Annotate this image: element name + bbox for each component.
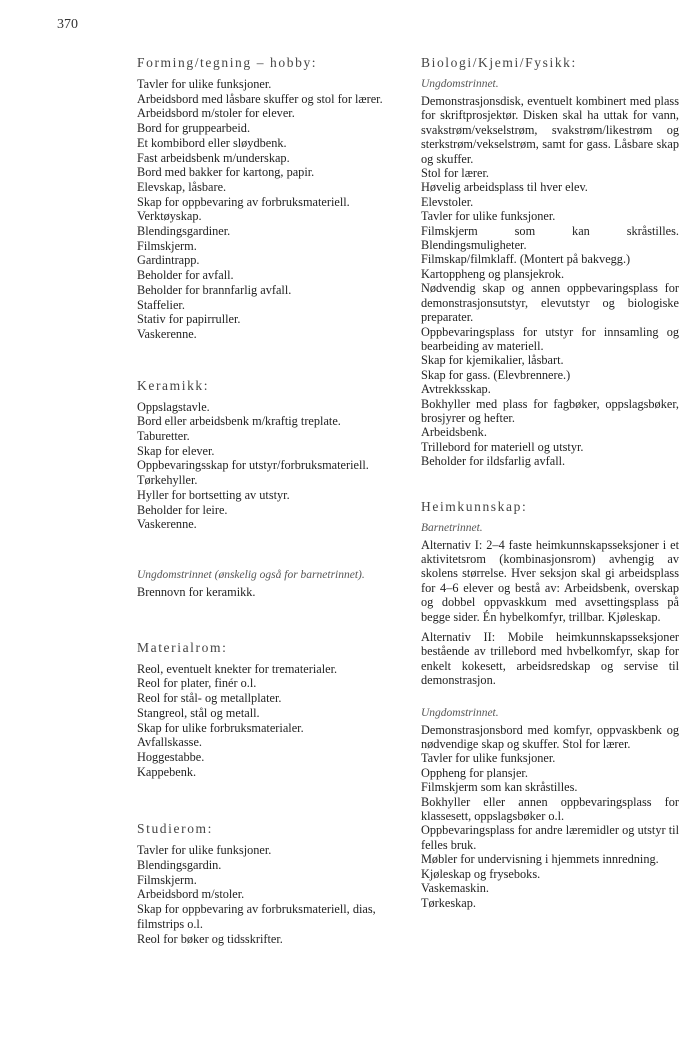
list-item: Avtrekksskap. bbox=[421, 382, 491, 397]
section-studierom bbox=[137, 821, 399, 946]
list-item: Filmskjerm. bbox=[137, 872, 197, 887]
section-keramikk bbox=[137, 378, 399, 600]
list-item: Filmskjerm som kan skråstilles. bbox=[421, 780, 578, 795]
section-materialrom bbox=[137, 640, 399, 780]
list-item: Arbeidsbord m/stoler. bbox=[137, 887, 245, 902]
list-item: Reol, eventuelt knekter for trematerialer. bbox=[137, 661, 338, 676]
list-item: Stativ for papirruller. bbox=[137, 312, 241, 327]
list-item: Bokhyller eller annen oppbevaringsplass for klassesett, oppslagsbøker o.l. bbox=[421, 794, 679, 824]
list-item: Høvelig arbeidsplass til hver elev. bbox=[421, 180, 588, 195]
list-item: Beholder for leire. bbox=[137, 502, 228, 517]
section-heading: Heimkunnskap: bbox=[421, 498, 528, 514]
list-item: Vaskerenne. bbox=[137, 517, 197, 532]
list-item: Beholder for ildsfarlig avfall. bbox=[421, 454, 566, 469]
list-item: Trillebord for materiell og utstyr. bbox=[421, 439, 584, 454]
list-item: Bokhyller med plass for fagbøker, oppslagsbøker, brosjyrer og hefter. bbox=[421, 396, 679, 425]
list-item: Filmskjerm som kan skråstilles. Blendingsmuligheter. bbox=[421, 223, 679, 253]
list-item: Et kombibord eller sløydbenk. bbox=[137, 135, 287, 150]
list-item: Skap for ulike forbruksmaterialer. bbox=[137, 720, 304, 735]
list-item: Filmskap/filmklaff. (Montert på bakvegg.) bbox=[421, 252, 631, 267]
list-item: Fast arbeidsbenk m/underskap. bbox=[137, 150, 290, 165]
list-item: Oppbevaringsplass for andre læremidler og utstyr til felles bruk. bbox=[421, 823, 679, 852]
list-item: Filmskjerm. bbox=[137, 238, 197, 253]
list-item: Reol for plater, finér o.l. bbox=[137, 676, 257, 691]
list-item: Vaskemaskin. bbox=[421, 881, 489, 896]
subheading: Ungdomstrinnet (ønskelig også for barnetrinnet). bbox=[137, 568, 365, 581]
list-item: Skap for gass. (Elevbrennere.) bbox=[421, 367, 571, 382]
list-item: Demonstrasjonsbord med komfyr, oppvaskbenk og nødvendige skap og skuffer. Stol for lærer. bbox=[421, 722, 679, 752]
section-forming bbox=[137, 55, 399, 342]
list-item: Hoggestabbe. bbox=[137, 749, 205, 764]
list-item: Hyller for bortsetting av utstyr. bbox=[137, 487, 290, 502]
list-item: Kartoppheng og plansjekrok. bbox=[421, 266, 565, 281]
section-heading: Forming/tegning – hobby: bbox=[137, 55, 318, 70]
list-item: Tavler for ulike funksjoner. bbox=[421, 209, 556, 224]
list-item: Verktøyskap. bbox=[137, 209, 202, 224]
paragraph-alternativ-2: Alternativ II: Mobile heimkunnskapsseksjoner bestående av trillebord med hvbelkomfyr, skap for enkelt kokesett, arbeidsredskap og servise til demonstrasjon. bbox=[421, 630, 679, 688]
list-item: Bord med bakker for kartong, papir. bbox=[137, 165, 315, 180]
list-item: Oppbevaringsplass for utstyr for innsamling og bearbeiding av materiell. bbox=[421, 324, 679, 353]
list-item: Avfallskasse. bbox=[137, 735, 202, 750]
list-item: Stol for lærer. bbox=[421, 166, 489, 181]
list-item: Nødvendig skap og annen oppbevaringsplass for demonstrasjonsutstyr, elevutstyr og biologiske preparater. bbox=[421, 281, 679, 325]
list-item: Tørkehyller. bbox=[137, 473, 198, 488]
subheading: Barnetrinnet. bbox=[421, 521, 483, 534]
list-item: Taburetter. bbox=[137, 429, 190, 444]
paragraph-alternativ-1: Alternativ I: 2–4 faste heimkunnskapsseksjoner i et aktivitetsrom (kombinasjonsrom) avhengig av skolens størrelse. Hver seksjon skal gi arbeidsplass for 4–6 elever og bestå av: Arbeidsbenk, overskap og dobbel oppvaskkum med avsettingsplass på begge sider. Én hybelkomfyr, trillbar. Kjøleskap. bbox=[421, 537, 679, 624]
list-item: Skap for oppbevaring av forbruksmateriell, dias, filmstrips o.l. bbox=[137, 902, 376, 931]
list-item: Arbeidsbord m/stoler for elever. bbox=[137, 106, 295, 121]
list-item: Elevstoler. bbox=[421, 194, 474, 209]
list-item: Brennovn for keramikk. bbox=[137, 584, 256, 599]
section-biologi bbox=[421, 55, 679, 469]
list-item: Bord for gruppearbeid. bbox=[137, 121, 251, 136]
list-item: Oppheng for plansjer. bbox=[421, 765, 528, 780]
list-item: Reol for bøker og tidsskrifter. bbox=[137, 931, 283, 946]
list-item: Tavler for ulike funksjoner. bbox=[137, 77, 272, 91]
list-item: Arbeidsbenk. bbox=[421, 425, 487, 440]
list-item: Blendingsgardin. bbox=[137, 858, 222, 873]
list-item: Elevskap, låsbare. bbox=[137, 179, 227, 194]
list-item: Beholder for brannfarlig avfall. bbox=[137, 282, 292, 297]
section-heading: Biologi/Kjemi/Fysikk: bbox=[421, 55, 577, 70]
subheading: Ungdomstrinnet. bbox=[421, 706, 499, 719]
list-item: Oppbevaringsskap for utstyr/forbruksmateriell. bbox=[137, 458, 369, 473]
list-item: Beholder for avfall. bbox=[137, 268, 234, 283]
list-item: Skap for elever. bbox=[137, 443, 215, 458]
list-item: Bord eller arbeidsbenk m/kraftig treplate. bbox=[137, 414, 341, 429]
list-item: Skap for kjemikalier, låsbart. bbox=[421, 353, 564, 368]
list-item: Reol for stål- og metallplater. bbox=[137, 691, 282, 706]
list-item: Kjøleskap og fryseboks. bbox=[421, 866, 541, 881]
list-item: Staffelier. bbox=[137, 297, 185, 312]
section-heimkunnskap bbox=[421, 499, 679, 910]
list-item: Tørkeskap. bbox=[421, 895, 476, 910]
list-item: Tavler for ulike funksjoner. bbox=[421, 751, 556, 766]
list-item: Møbler for undervisning i hjemmets innredning. bbox=[421, 852, 659, 867]
page-number: 370 bbox=[57, 17, 78, 32]
list-item: Tavler for ulike funksjoner. bbox=[137, 843, 272, 858]
section-heading: Materialrom: bbox=[137, 639, 228, 655]
right-column bbox=[421, 55, 679, 910]
list-item: Gardintrapp. bbox=[137, 253, 200, 268]
subheading: Ungdomstrinnet. bbox=[421, 78, 499, 90]
list-item: Demonstrasjonsdisk, eventuelt kombinert med plass for skriftprosjektør. Disken skal ha uttak for vann, svakstrøm/vekselstrøm, svakstrøm/likestrøm og sterkstrøm/vekselstrøm, samt for gass. Låsbare skap og skuffer. bbox=[421, 94, 679, 166]
list-item: Kappebenk. bbox=[137, 764, 197, 779]
list-item: Stangreol, stål og metall. bbox=[137, 705, 260, 720]
section-heading: Keramikk: bbox=[137, 377, 210, 393]
list-item: Vaskerenne. bbox=[137, 326, 197, 341]
section-heading: Studierom: bbox=[137, 821, 213, 837]
list-item: Skap for oppbevaring av forbruksmateriell. bbox=[137, 194, 350, 209]
list-item: Oppslagstavle. bbox=[137, 399, 210, 414]
left-column bbox=[137, 55, 399, 946]
list-item: Blendingsgardiner. bbox=[137, 224, 231, 239]
list-item: Arbeidsbord med låsbare skuffer og stol for lærer. bbox=[137, 91, 383, 106]
